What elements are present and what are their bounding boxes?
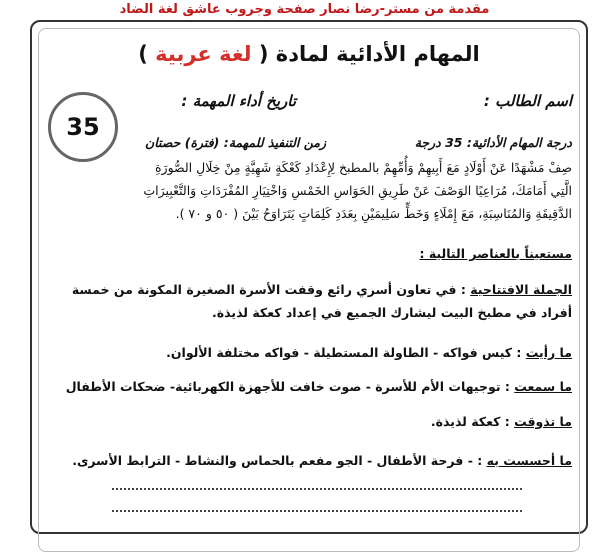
seen-label: ما رأيت <box>525 345 572 360</box>
heard-text: : توجيهات الأم للأسرة - صوت خافت للأجهزة الكهربائية- ضحكات الأطفال <box>65 379 510 394</box>
felt-row <box>72 449 572 472</box>
seen-row <box>166 341 572 364</box>
intro-label: الجملة الافتتاحية <box>470 282 572 297</box>
heard-row <box>66 375 572 398</box>
intro-text-1: : في تعاون أسري رائع وقفت الأسرة الصغيرة المكونة من خمسة <box>71 282 466 297</box>
tasted-label: ما تذوقت <box>514 414 572 429</box>
title-close-paren: ) <box>138 42 148 66</box>
time-label: زمن التنفيذ للمهمة: (فترة) حصتان <box>145 135 326 150</box>
task-description <box>42 156 572 225</box>
task-line-2: الَّتِي أَمَامَكَ، مُرَاعِيًا الوَصْفَ عَنْ طَرِيقِ الحَوَاسِ الخَمْسِ وَاخْتِيَارِ المُفْرَدَاتِ وَالتَّعْبِيرَاتِ <box>143 183 572 198</box>
task-line-3: الدَّقِيقَةِ وَالمُنَاسِبَةِ، مَعَ إِمْلَاءٍ وَخَطٍّ سَلِيمَيْنِ بِعَدَدِ كَلِمَاتٍ يَتَرَاوَحُ بَيْنَ ( ٥٠ و ٧٠ ). <box>175 206 572 221</box>
tasted-text: : كعكة لذيذة. <box>430 414 510 429</box>
worksheet <box>30 20 588 534</box>
title-open-paren: ( <box>258 42 269 66</box>
worksheet-title <box>32 42 586 66</box>
title-prefix: المهام الأدائية لمادة <box>275 42 480 66</box>
student-name-label: اسم الطالب : <box>483 92 572 110</box>
tasted-row <box>431 410 572 433</box>
title-subject: لغة عربية <box>155 42 252 66</box>
answer-line-2[interactable] <box>112 510 522 512</box>
page-banner: مقدمة من مستر-رضا نصار صفحة وجروب عاشق لغة الضاد <box>119 2 490 17</box>
intro-line-2: أفراد في مطبخ البيت ليشارك الجميع في إعداد كعكة لذيذة. <box>212 305 572 320</box>
task-line-1: صِفْ مَشْهَدًا عَنْ أَوْلَادٍ مَعَ أَبِيهِمْ وَأُمِّهِمْ بالمطبخ لِإِعْدَادِ كَعْكَةٍ شَهِيَّةٍ مِنْ خِلَالِ الصُّورَةِ <box>154 160 572 175</box>
answer-line-1[interactable] <box>112 488 522 490</box>
intro-line-1 <box>42 278 572 301</box>
score-circle <box>48 92 118 162</box>
grade-label: درجة المهام الأدائية: 35 درجة <box>414 135 572 150</box>
guide-text: مستعيناً بالعناصر التالية : <box>419 246 572 261</box>
score-value: 35 <box>66 113 100 141</box>
felt-text: : - فرحة الأطفال - الجو مفعم بالحماس والنشاط - الترابط الأسرى. <box>72 453 483 468</box>
guide-heading <box>419 242 572 265</box>
task-date-label: تاريخ أداء المهمة : <box>181 92 296 110</box>
seen-text: : كيس فواكه - الطاولة المستطيلة - فواكه مختلفة الألوان. <box>166 345 522 360</box>
intro-block <box>42 278 572 324</box>
heard-label: ما سمعت <box>514 379 572 394</box>
felt-label: ما أحسست به <box>486 453 572 468</box>
